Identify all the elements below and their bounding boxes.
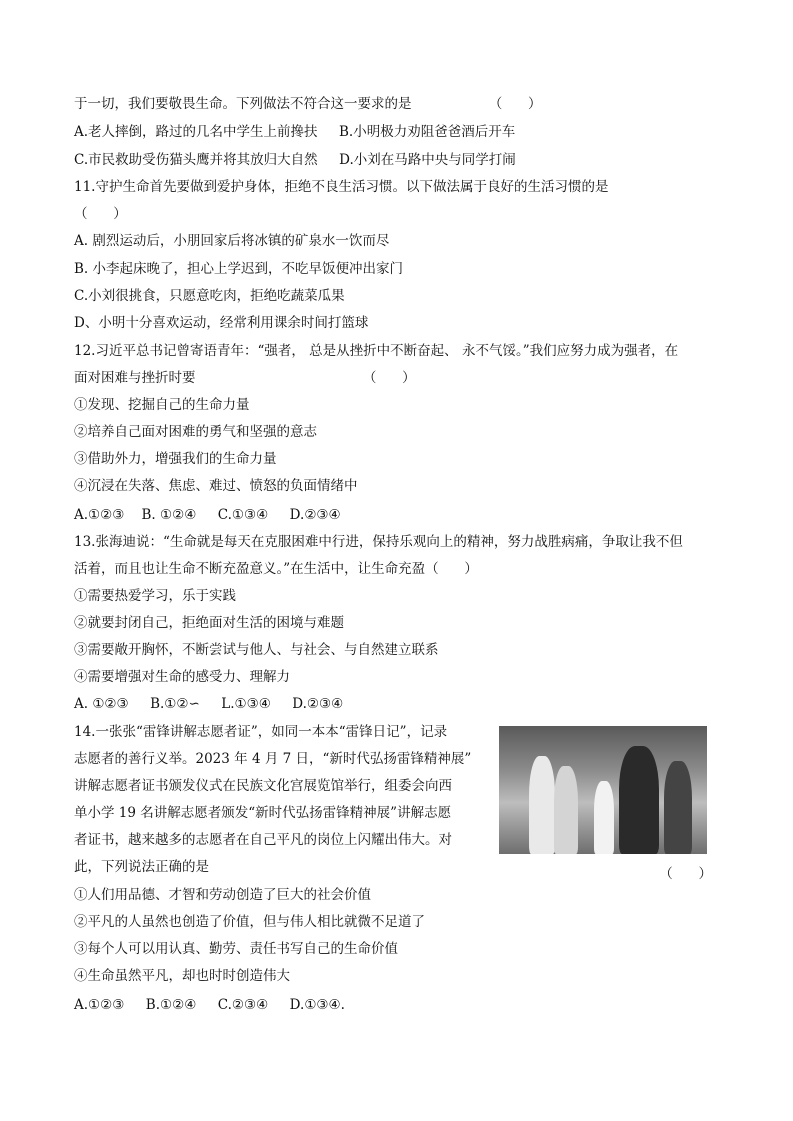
q14-stem-1: 14.一张张“雷锋讲解志愿者证”，如同一本本“雷锋日记”，记录 <box>74 724 448 740</box>
q14-item-1: ①人们用品德、才智和劳动创造了巨大的社会价值 <box>74 887 371 903</box>
q13-item-1: ①需要热爱学习，乐于实践 <box>74 588 236 604</box>
q13-stem-cont: 活着，而且也让生命不断充盈意义。”在生活中，让生命充盈（ ） <box>74 561 478 577</box>
q14-item-2: ②平凡的人虽然也创造了价值，但与伟人相比就微不足道了 <box>74 914 425 930</box>
q10-options-cd: C.市民救助受伤猫头鹰并将其放归大自然 D.小刘在马路中央与同学打闹 <box>74 152 516 168</box>
q11-option-d: D、小明十分喜欢运动，经常利用课余时间打篮球 <box>74 315 369 331</box>
q14-stem-3: 讲解志愿者证书颁发仪式在民族文化宫展览馆举行，组委会向西 <box>74 778 452 794</box>
q11-stem: 11.守护生命首先要做到爱护身体，拒绝不良生活习惯。以下做法属于良好的生活习惯的是 <box>74 179 609 195</box>
q11-option-c: C.小刘很挑食，只愿意吃肉，拒绝吃蔬菜瓜果 <box>74 288 345 304</box>
q13-stem: 13.张海迪说：“生命就是每天在克服困难中行进，保持乐观向上的精神，努力战胜病痛，争取让我不但 <box>74 534 683 550</box>
q10-stem-end: 于一切，我们要敬畏生命。下列做法不符合这一要求的是 （ ） <box>74 96 542 112</box>
q14-bracket: （ ） <box>659 866 712 882</box>
q12-item-3: ③借助外力，增强我们的生命力量 <box>74 451 277 467</box>
q14-stem-4: 单小学 19 名讲解志愿者颁发“新时代弘扬雷锋精神展”讲解志愿 <box>74 805 452 821</box>
q10-options-ab: A.老人摔倒，路过的几名中学生上前搀扶 B.小明极力劝阻爸爸酒后开车 <box>74 124 516 140</box>
q14-item-4: ④生命虽然平凡，却也时时创造伟大 <box>74 968 290 984</box>
q14-stem-5: 者证书，越来越多的志愿者在自己平凡的岗位上闪耀出伟大。对 <box>74 832 452 848</box>
q13-item-3: ③需要敞开胸怀，不断尝试与他人、与社会、与自然建立联系 <box>74 642 439 658</box>
q12-stem: 12.习近平总书记曾寄语青年：“强者， 总是从挫折中不断奋起、 永不气馁。”我们应努力成为强者，在 <box>74 343 679 359</box>
q12-options: A.①②③ B. ①②④ C.①③④ D.②③④ <box>74 507 341 523</box>
q13-options: A. ①②③ B.①②∽ L.①③④ D.②③④ <box>74 696 344 712</box>
q14-item-3: ③每个人可以用认真、勤劳、责任书写自己的生命价值 <box>74 941 398 957</box>
q14-stem-2: 志愿者的善行义举。2023 年 4 月 7 日，“新时代弘扬雷锋精神展” <box>74 751 472 767</box>
volunteer-ceremony-photo <box>499 726 707 854</box>
q12-item-2: ②培养自己面对困难的勇气和坚强的意志 <box>74 424 317 440</box>
q13-item-4: ④需要增强对生命的感受力、理解力 <box>74 669 290 685</box>
q12-stem-cont: 面对困难与挫折时要 （ ） <box>74 370 416 386</box>
q11-option-b: B. 小李起床晚了，担心上学迟到，不吃早饭便冲出家门 <box>74 261 404 277</box>
q13-item-2: ②就要封闭自己，拒绝面对生活的困境与难题 <box>74 615 344 631</box>
q12-item-4: ④沉浸在失落、焦虑、难过、愤怒的负面情绪中 <box>74 478 358 494</box>
q14-options: A.①②③ B.①②④ C.②③④ D.①③④. <box>74 997 345 1013</box>
q11-bracket: （ ） <box>74 206 127 222</box>
q14-stem-6: 此，下列说法正确的是 <box>74 859 209 875</box>
q12-item-1: ①发现、挖掘自己的生命力量 <box>74 397 250 413</box>
q11-option-a: A. 剧烈运动后，小朋回家后将冰镇的矿泉水一饮而尽 <box>74 233 390 249</box>
